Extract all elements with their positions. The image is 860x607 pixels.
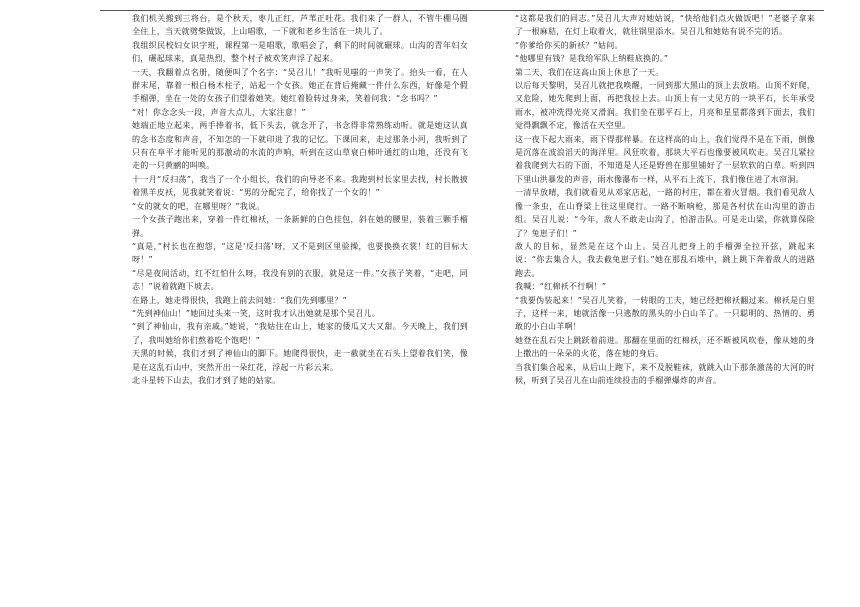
paragraph: “这都是我们的同志。”吴召儿大声对她姑说，“快给他们点火做饭吧！”老婆子拿来了一根麻秸，在灯上取着火，就往锅里添水。吴召儿和她姑有说不完的话。: [515, 14, 815, 37]
paragraph: 第二天，我们在这高山顶上休息了一天。: [515, 67, 664, 77]
paragraph: 十一月“反扫荡”，我当了一个小组长，我们的向导老不来。我跑到村长家里去找，村长散披着黑羊皮袄，见我就笑着说：“男的分配完了，给你找了一个女的！”: [132, 174, 468, 198]
paragraph: “真是，”村长也在抱怨，“这是‘反扫荡’呀，又不是到区里验操，也要换换衣裳！红的目标大呀！”: [132, 241, 468, 265]
paragraph: 一个女孩子跑出来，穿着一件红棉袄，一条新鲜的白色挂包，斜在她的腰里，装着三颗手榴弹。: [132, 215, 468, 238]
paragraph: “尽是夜间活动，红不红怕什么呀，我没有别的衣服，就是这一件。”女孩子笑着，“走吧，同志！”说着就跑下坡去。: [132, 268, 468, 292]
paragraph: 在路上，她走得很快，我跑上前去问她：“我们先到哪里？”: [132, 295, 348, 305]
paragraph: “我要伪装起来！”吴召儿笑着，一转眼的工夫，她已经把棉袄翻过来。棉袄是白里子，这样一来，她就活像一只逃散的黑头的小白山羊了。一只聪明的、热情的、勇敢的小白山羊啊！: [515, 295, 815, 332]
paragraph: “对！你念念头一段，声音大点儿，大家注意！”: [132, 107, 306, 117]
header-rule: [100, 10, 824, 11]
paragraph: 她端正地立起来，两手捧着书，低下头去，就念开了，书念得非常熟练动听。就是她这认真的念书态度和声音，不知怎的一下就印进了我的记忆。下课回来，走过那条小河，我听到了只有在阜平才能听见的那激动的水流的声响，听到在这山草衰白柿叶通红的山地，还没有飞走的一只黄鹂的叫唤。: [132, 121, 468, 171]
paragraph: “先到神仙山！”她回过头来一笑，这时我才认出她就是那个吴召儿。: [132, 308, 381, 318]
right-column: [515, 12, 815, 387]
paragraph: 以后每天黎明，吴召儿就把我唤醒，一同到那大黑山的顶上去放哨。山顶不好爬，又危险，她先爬到上面，再把我拉上去。山顶上有一丈见方的一块平石，长年承受雨水，被冲洗得光亮又滑润。我们坐在那平石上，月亮和星星都落到下面去，我们觉得飘飘不定，像活在天空里。: [515, 81, 815, 131]
left-column: [132, 12, 468, 387]
paragraph: 天黑的时候，我们才到了神仙山的脚下。她爬得很快，走一截就坐在石头上望着我们笑，像是在这乱石山中，突然开出一朵红花，浮起一片彩云来。: [132, 349, 468, 372]
paragraph: 我喊：“红棉袄不行啊！”: [515, 282, 607, 292]
paragraph: 这一夜下起大雨来，雨下得那样暴。在这样高的山上，我们觉得不是在下雨，倒像是沉落在波浪滔天的海洋里。风狂吹着，那块大平石也像要被风吹走。吴召儿紧拉着我爬到大石的下面，不知道是人还是野兽在那里铺好了一层软软的白草。听到四下里山洪暴发的声音，雨水像瀑布一样，从平石上流下，我们像住进了水帘洞。: [515, 134, 815, 184]
paragraph: 我组织民校妇女识字班，课程第一是唱歌，歌唱会了，剩下的时间就碾球。山沟的青年妇女们，碾起球来，真是热烈，整个村子被欢笑声浮了起来。: [132, 40, 468, 64]
paragraph: “到了神仙山，我有亲戚。”她说，“我姑住在山上，她家的倭瓜又大又甜。今天晚上，我们到了，我叫她给你们熬着吃个饱吧！”: [132, 322, 468, 345]
paragraph: “你爹给你买的新袄？”姑问。: [515, 40, 623, 50]
paragraph: 我们机关搬到三将台，是个秋天，枣儿正红，芦苇正吐花。我们来了一群人，不管牛棚马圈全住上，当天就劈柴做饭，上山唱歌，一下就和老乡生活在一块儿了。: [132, 14, 468, 37]
paragraph: 敌人的目标，显然是在这个山上。吴召儿把身上的手榴弹全拉开弦，跳起来说：“你去集合人，我去截兔崽子们。”她在那乱石堆中，跳上跳下奔着敌人的进路跑去。: [515, 241, 815, 278]
paragraph: “女的就女的吧，在哪里呀？”我说。: [132, 201, 265, 211]
paragraph: 一天，我翻着点名册，随便叫了个名字：“吴召儿！”我听见嗤的一声笑了。抬头一看，在人群末尾，靠着一根白杨木柱子，站起一个女孩。她正在背后掩藏一件什么东西，好像是个假手榴弹，坐在一处的女孩子们望着她笑。她红着脸转过身来，笑着问我：“念书吗？”: [132, 67, 468, 104]
paragraph: 她登在乱石尖上跳跃着前进。那翻在里面的红棉袄，还不断被风吹卷，像从她的身上撒出的一朵朵的火花，落在她的身后。: [515, 335, 815, 359]
paragraph: “他哪里有钱？是我给军队上纳鞋底换的。”: [515, 54, 669, 64]
paragraph: 一清早放晴，我们就看见从邓家店起，一路的村庄，都在着火冒烟。我们看见敌人像一条虫，在山脊梁上往这里爬行。一路不断响枪，那是各村伏在山沟里的游击组。吴召儿说：“今年，敌人不敢走山沟了，怕游击队。可是走山梁，你就算保险了？兔崽子们！”: [515, 188, 815, 238]
paragraph: 当我们集合起来，从后山上跑下，来不及脱鞋袜，就跳入山下那条激荡的大河的时候，听到了吴召儿在山前连续投击的手榴弹爆炸的声音。: [515, 362, 815, 385]
paragraph: 北斗星转下山去，我们才到了她的姑家。: [132, 375, 281, 385]
